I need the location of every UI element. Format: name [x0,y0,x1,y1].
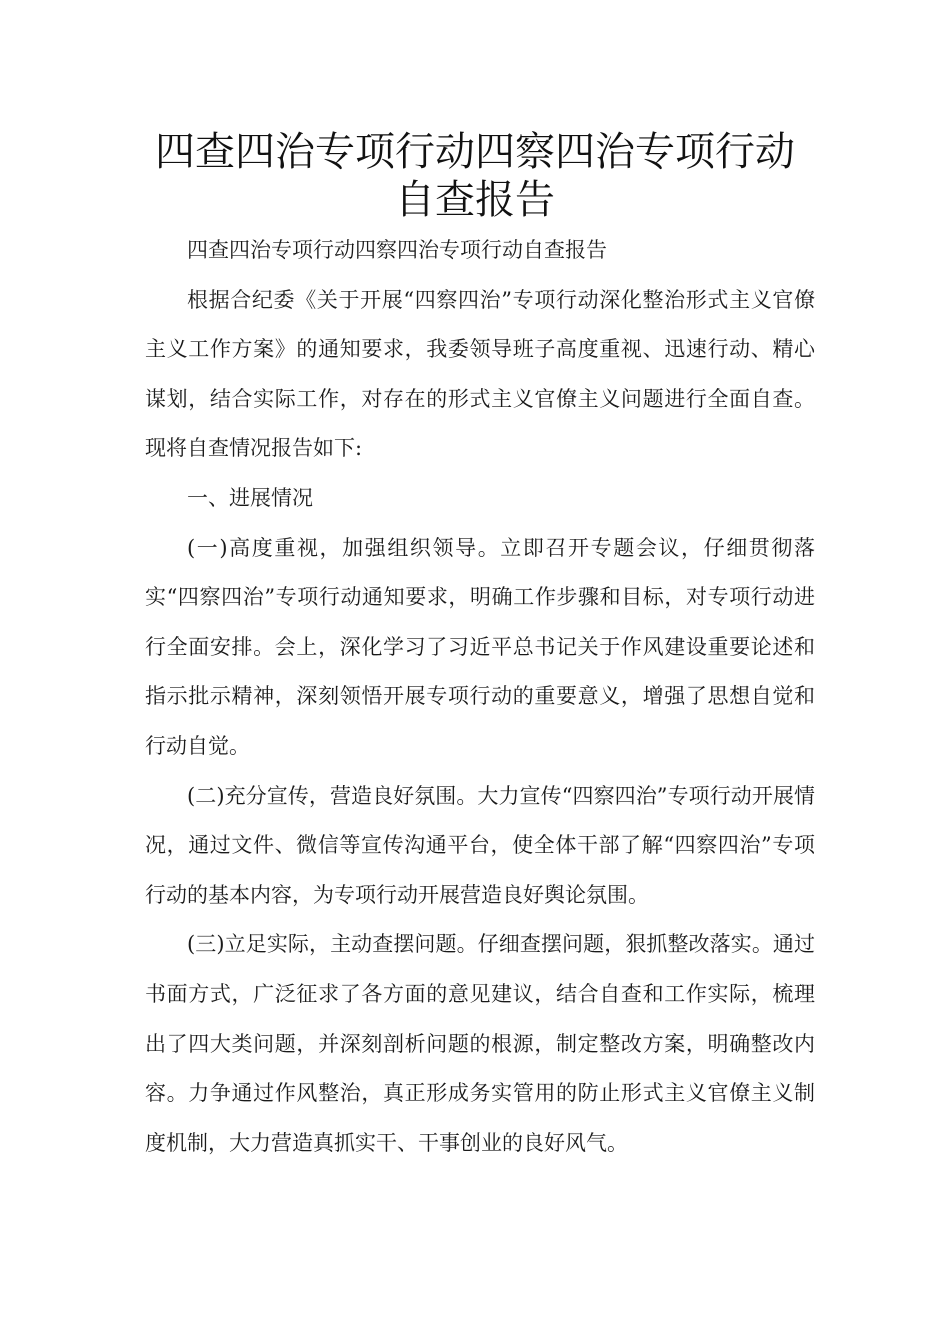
document-body [145,226,815,1168]
paragraph-item-3: (三)立足实际，主动查摆问题。仔细查摆问题，狠抓整改落实。通过书面方式，广泛征求了各方面的意见建议，结合自查和工作实际，梳理出了四大类问题，并深刻剖析问题的根源，制定整改方案，明确整改内容。力争通过作风整治，真正形成务实管用的防止形式主义官僚主义制度机制，大力营造真抓实干、干事创业的良好风气。 [145,932,815,1155]
paragraph-item-2: (二)充分宣传，营造良好氛围。大力宣传“四察四治”专项行动开展情况，通过文件、微信等宣传沟通平台，使全体干部了解“四察四治”专项行动的基本内容，为专项行动开展营造良好舆论氛围。 [145,783,815,907]
paragraph-subtitle: 四查四治专项行动四察四治专项行动自查报告 [187,238,607,262]
section-heading: 一、进展情况 [187,485,313,510]
paragraph-intro: 根据合纪委《关于开展“四察四治”专项行动深化整治形式主义官僚主义工作方案》的通知要求，我委领导班子高度重视、迅速行动、精心谋划，结合实际工作，对存在的形式主义官僚主义问题进行全面自查。现将自查情况报告如下: [145,287,815,461]
paragraph-item-1: (一)高度重视，加强组织领导。立即召开专题会议，仔细贯彻落实“四察四治”专项行动通知要求，明确工作步骤和目标，对专项行动进行全面安排。会上，深化学习了习近平总书记关于作风建设重要论述和指示批示精神，深刻领悟开展专项行动的重要意义，增强了思想自觉和行动自觉。 [145,535,815,758]
document-title: 四查四治专项行动四察四治专项行动自查报告 [155,129,795,223]
